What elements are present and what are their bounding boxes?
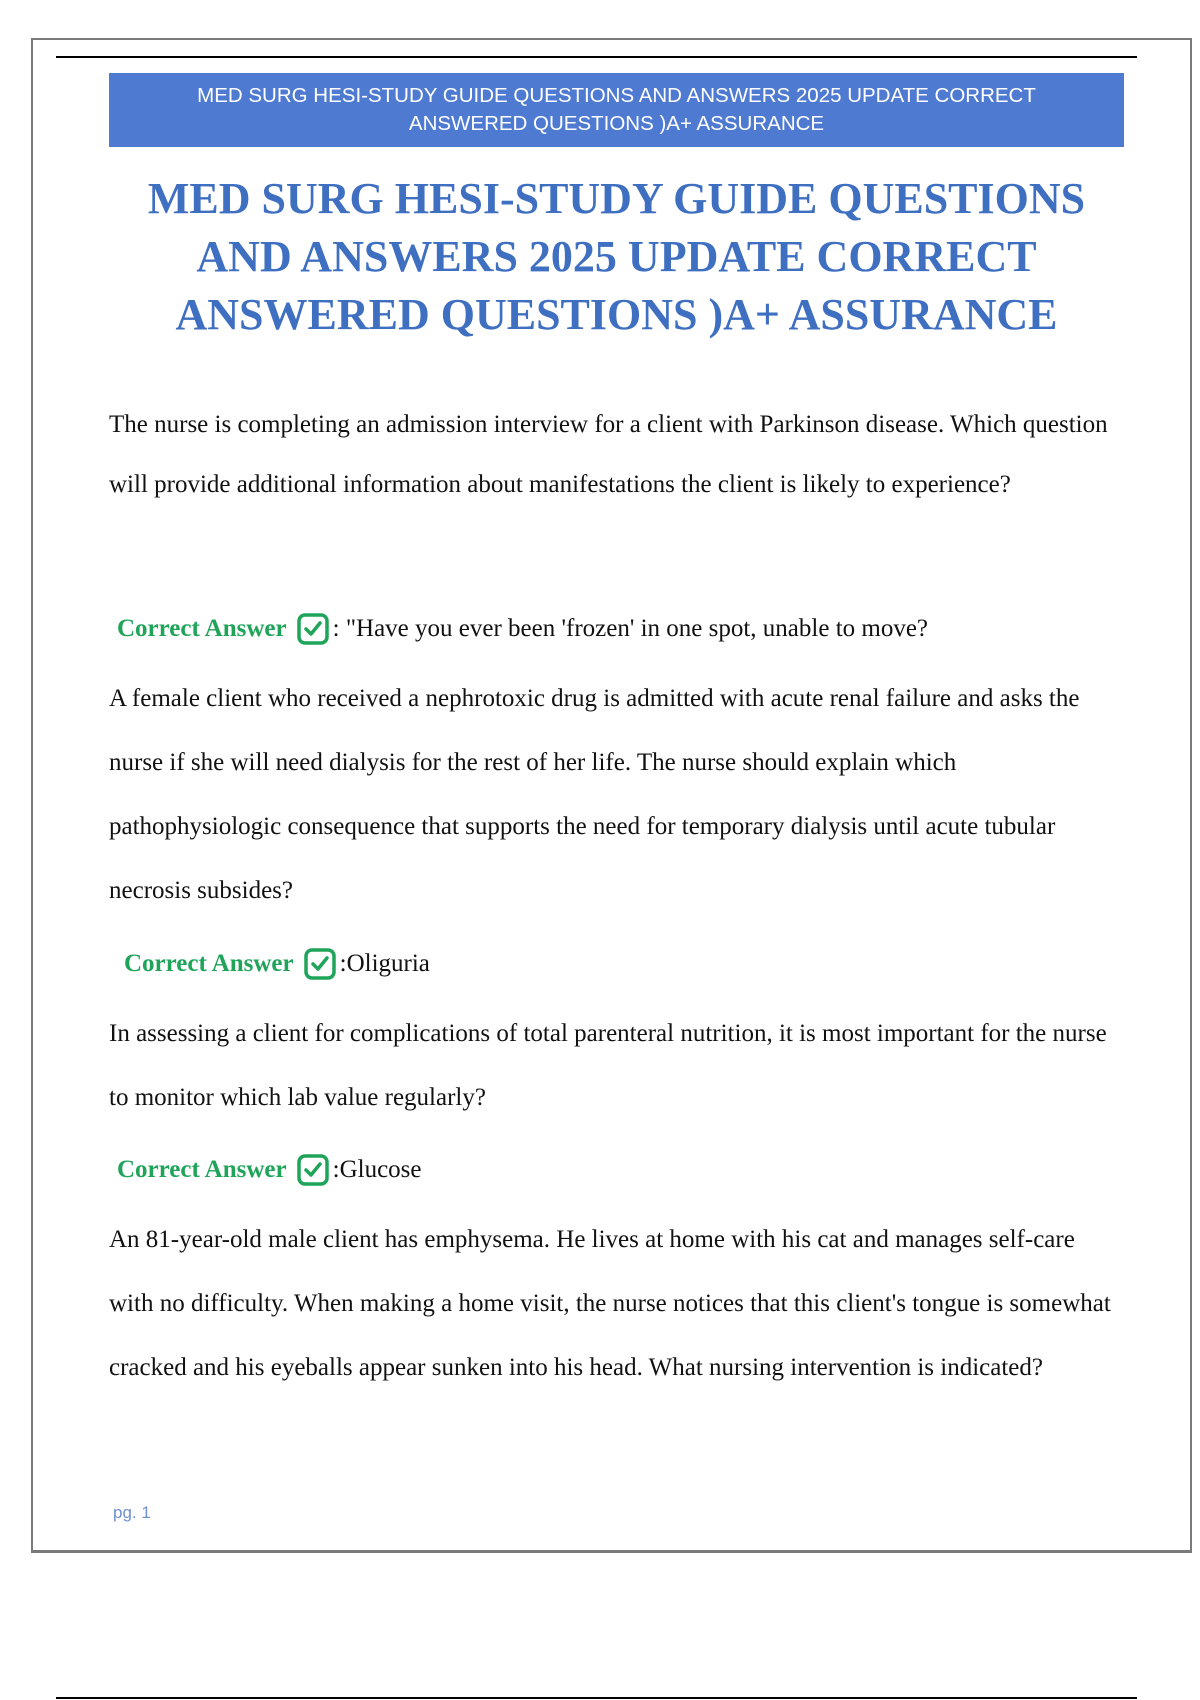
answer-text: "Have you ever been 'frozen' in one spot, unable to move? [339, 615, 929, 642]
answer-separator: : [332, 1156, 340, 1183]
answer-text: Oliguria [346, 950, 430, 977]
checkbox-checked-icon [304, 948, 336, 980]
question-3-answer [117, 1150, 422, 1190]
header-band [109, 73, 1124, 147]
page-number: pg. 1 [113, 1503, 151, 1522]
answer-label: Correct Answer [124, 950, 294, 977]
answer-separator: : [332, 615, 340, 642]
top-rule [56, 56, 1137, 58]
checkbox-checked-icon [297, 1154, 329, 1186]
question-1-answer [117, 609, 928, 649]
question-2-answer [124, 944, 430, 984]
answer-separator: : [339, 950, 347, 977]
question-3-text: In assessing a client for complications of total parenteral nutrition, it is most important for the nurse to monitor which lab value regularly? [109, 1020, 1107, 1111]
question-4-text: An 81-year-old male client has emphysema. He lives at home with his cat and manages self-care with no difficulty. When making a home visit, the nurse notices that this client's tongue is somewhat cracked and his eyeballs appear sunken into his head. What nursing intervention is indicated? [109, 1226, 1111, 1381]
question-1-text: The nurse is completing an admission interview for a client with Parkinson disease. Which question will provide additional information about manifestations the client is likely to experience? [109, 411, 1108, 498]
checkbox-checked-icon [297, 613, 329, 645]
document-title: MED SURG HESI-STUDY GUIDE QUESTIONS AND ANSWERS 2025 UPDATE CORRECT ANSWERED QUESTIONS )A+ ASSURANCE [147, 174, 1086, 339]
header-band-text: MED SURG HESI-STUDY GUIDE QUESTIONS AND ANSWERS 2025 UPDATE CORRECT ANSWERED QUESTIONS )A+ ASSURANCE [197, 84, 1036, 135]
answer-label: Correct Answer [117, 1156, 287, 1183]
answer-label: Correct Answer [117, 615, 287, 642]
question-2-text: A female client who received a nephrotoxic drug is admitted with acute renal failure and asks the nurse if she will need dialysis for the rest of her life. The nurse should explain which pathophysiologic consequence that supports the need for temporary dialysis until acute tubular necrosis subsides? [109, 685, 1080, 904]
bottom-rule [56, 1697, 1137, 1699]
answer-text: Glucose [339, 1156, 422, 1183]
